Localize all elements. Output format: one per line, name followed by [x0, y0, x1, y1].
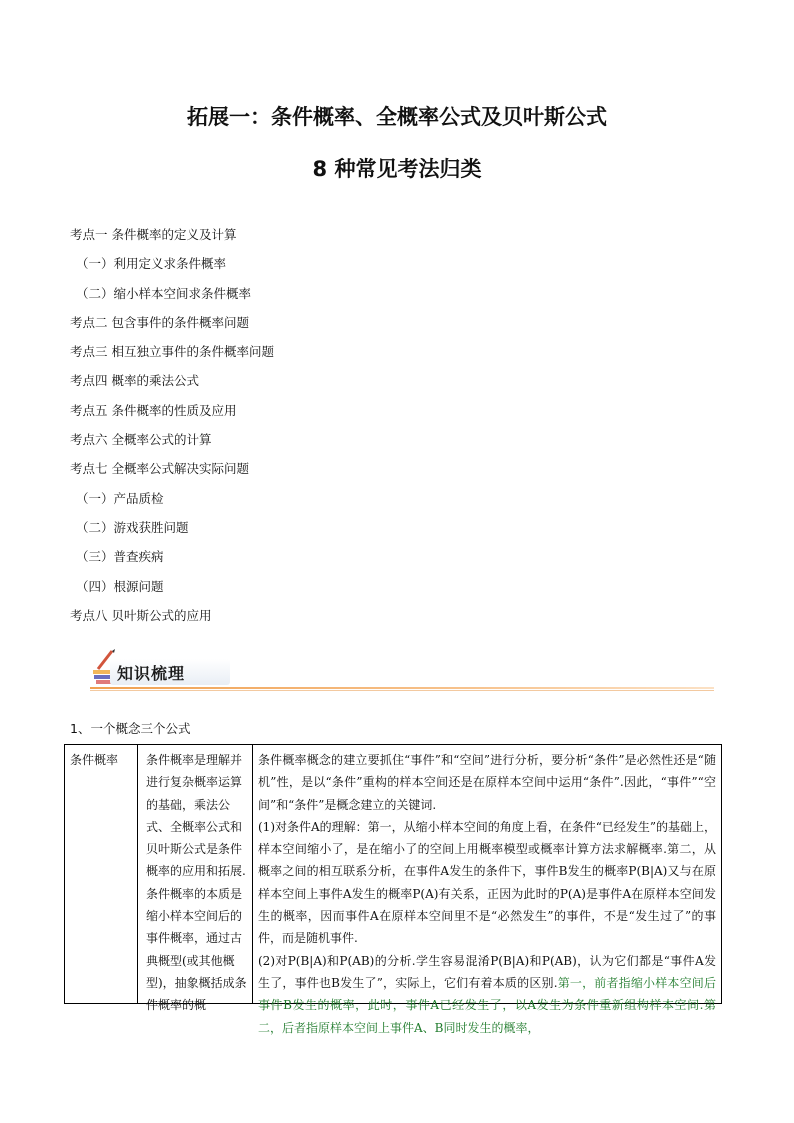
toc-item: 考点二 包含事件的条件概率问题	[70, 314, 249, 330]
table-cell-detail	[253, 745, 722, 1035]
topic-label: 条件概率	[70, 753, 119, 767]
page-subtitle: 8 种常见考法归类	[312, 157, 482, 181]
page-title: 拓展一：条件概率、全概率公式及贝叶斯公式	[187, 105, 607, 129]
table-row	[65, 745, 722, 1004]
detail-text	[258, 749, 716, 1035]
table-cell-topic	[65, 745, 138, 1004]
table-cell-summary	[138, 745, 253, 1013]
toc-item: 考点五 条件概率的性质及应用	[70, 402, 237, 418]
toc-item: 考点八 贝叶斯公式的应用	[70, 607, 212, 623]
toc-item: 考点三 相互独立事件的条件概率问题	[70, 344, 274, 360]
banner-rule-thin	[90, 690, 714, 691]
banner-label: 知识梳理	[117, 664, 186, 683]
toc-item: 考点七 全概率公式解决实际问题	[70, 461, 249, 477]
detail-paragraph-3-highlight: 第一，前者指缩小样本空间后事件B发生的概率，此时，事件A已经发生了，以A发生为条件重新组构样本空间.第二，后者指原样本空间上事件A、B同时发生的概率，	[258, 975, 716, 1035]
detail-paragraph-3: (2)对P(B|A)和P(AB)的分析.学生容易混淆P(B|A)和P(AB)，认为它们都是“事件A发生了，事件也B发生了”，实际上，它们有着本质的区别.	[258, 953, 716, 990]
toc-item: 考点四 概率的乘法公式	[70, 373, 199, 389]
toc-item: （一）利用定义求条件概率	[76, 256, 227, 272]
toc-item: （三）普查疾病	[76, 549, 164, 565]
toc-item: （二）缩小样本空间求条件概率	[76, 285, 252, 301]
detail-paragraph-2: (1)对条件A的理解：第一，从缩小样本空间的角度上看，在条件“已经发生”的基础上，样本空间缩小了，是在缩小了的空间上用概率模型或概率计算方法求解概率.第二，从概率之间的相互联系分析，在事件A发生的条件下，事件B发生的概率P(B|A)又与在原样本空间上事件A发生的概率P(A)有关系，正因为此时的P(A)是事件A在原样本空间发生的概率，因而事件A在原样本空间里不是“必然发生”的事件，不是“发生过了”的事件，而是随机事件.	[258, 819, 716, 946]
toc-item: 考点六 全概率公式的计算	[70, 432, 212, 448]
banner-rule	[90, 687, 714, 689]
section-heading: 1、一个概念三个公式	[70, 721, 191, 736]
knowledge-banner	[90, 643, 714, 693]
toc-item: （四）根源问题	[76, 578, 164, 594]
toc-item: （二）游戏获胜问题	[76, 519, 189, 535]
toc-item: 考点一 条件概率的定义及计算	[70, 227, 237, 242]
summary-text: 条件概率是理解并进行复杂概率运算的基础，乘法公式、全概率公式和贝叶斯公式是条件概率的应用和拓展.条件概率的本质是缩小样本空间后的事件概率，通过古典概型(或其他概型)，抽象概括成条件概率的概	[146, 753, 247, 1013]
table-of-contents	[70, 224, 470, 634]
toc-item: （一）产品质检	[76, 490, 164, 506]
detail-paragraph-1: 条件概率概念的建立要抓住“事件”和“空间”进行分析，要分析“条件”是必然性还是“随机”性，是以“条件”重构的样本空间还是在原样本空间中运用“条件”.因此，“事件”“空间”和“条件”是概念建立的关键词.	[258, 753, 716, 812]
concept-table	[64, 744, 722, 1035]
